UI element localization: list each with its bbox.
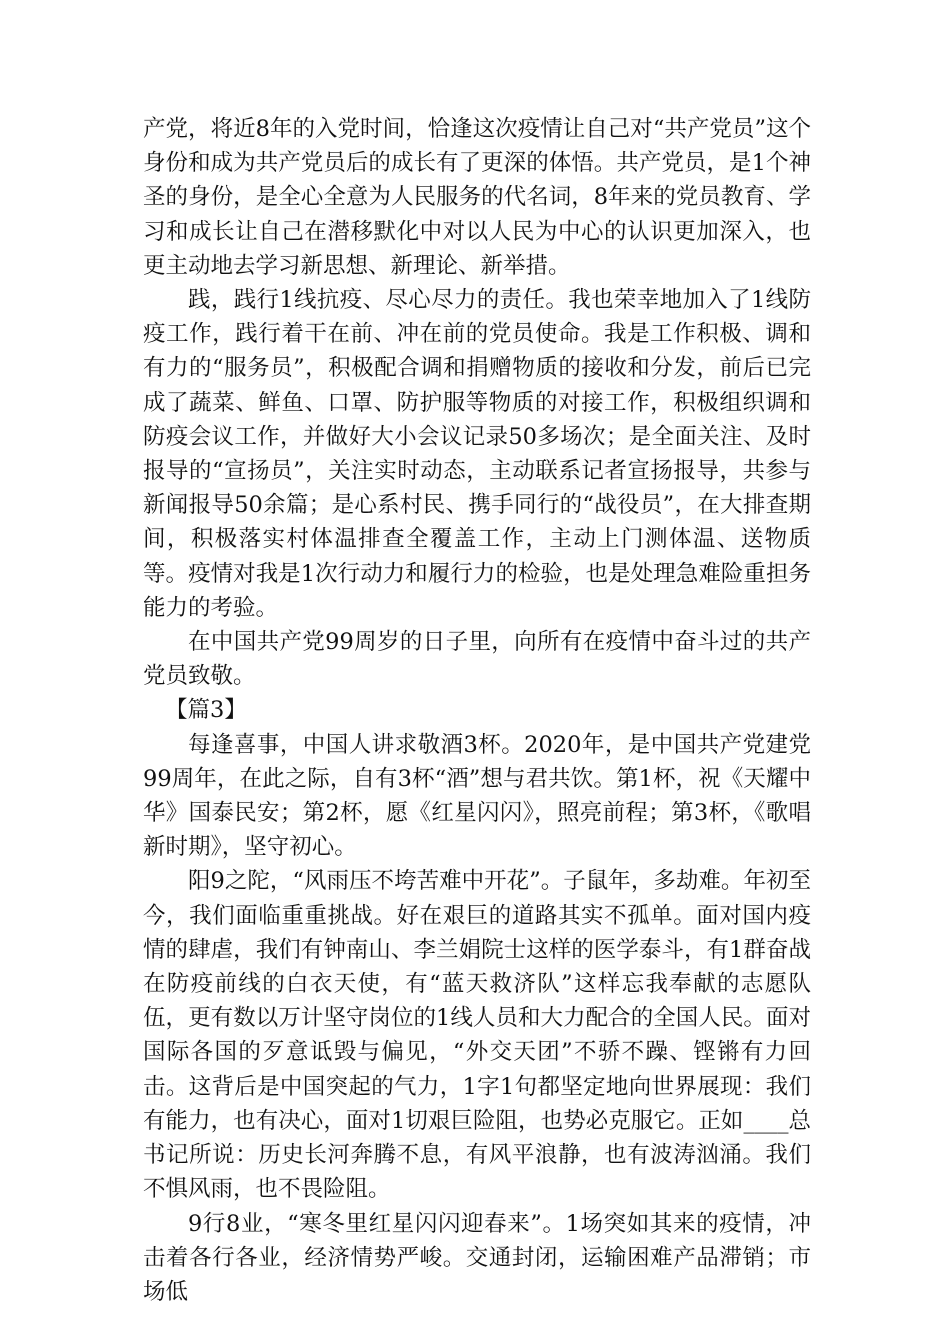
paragraph-challenges: 阳9之陀，“风雨压不垮苦难中开花”。子鼠年，多劫难。年初至今，我们面临重重挑战。好在艰巨的道路其实不孤单。面对国内疫情的肆虐，我们有钟南山、李兰娟院士这样的医学泰斗，有1群奋战在防疫前线的白衣天使，有“蓝天救济队”这样忘我奉献的志愿队伍，更有数以万计坚守岗位的1线人员和大力配合的全国人民。面对国际各国的歹意诋毁与偏见，“外交天团”不骄不躁、铿锵有力回击。这背后是中国突起的气力，1字1句都坚定地向世界展现：我们有能力，也有决心，面对1切艰巨险阻，也势必克服它。正如____总书记所说：历史长河奔腾不息，有风平浪静，也有波涛汹涌。我们不惧风雨，也不畏险阻。 <box>143 868 811 1203</box>
section-heading: 【篇3】 <box>165 697 247 724</box>
paragraph-industries: 9行8业，“寒冬里红星闪闪迎春来”。1场突如其来的疫情，冲击着各行各业，经济情势严峻。交通封闭，运输困难产品滞销；市场低 <box>143 1210 811 1305</box>
document-page <box>143 112 811 1309</box>
paragraph-practice: 践，践行1线抗疫、尽心尽力的责任。我也荣幸地加入了1线防疫工作，践行着干在前、冲在前的党员使命。我是工作积极、调和有力的“服务员”，积极配合调和捐赠物质的接收和分发，前后已完成了蔬菜、鲜鱼、口罩、防护服等物质的对接工作，积极组织调和防疫会议工作，并做好大小会议记录50多场次；是全面关注、及时报导的“宣扬员”，关注实时动态，主动联系记者宣扬报导，共参与新闻报导50余篇；是心系村民、携手同行的“战役员”，在大排查期间，积极落实村体温排查全覆盖工作，主动上门测体温、送物质等。疫情对我是1次行动力和履行力的检验，也是处理急难险重担务能力的考验。 <box>143 287 811 621</box>
paragraph-continued: 产党，将近8年的入党时间，恰逢这次疫情让自己对“共产党员”这个身份和成为共产党员后的成长有了更深的体悟。共产党员，是1个神圣的身份，是全心全意为人民服务的代名词，8年来的党员教育、学习和成长让自己在潜移默化中对以人民为中心的认识更加深入，也更主动地去学习新思想、新理论、新举措。 <box>143 116 811 279</box>
paragraph-toast: 每逢喜事，中国人讲求敬酒3杯。2020年，是中国共产党建党99周年，在此之际，自有3杯“酒”想与君共饮。第1杯，祝《天耀中华》国泰民安；第2杯，愿《红星闪闪》，照亮前程；第3杯，《歌唱新时期》，坚守初心。 <box>143 731 811 861</box>
paragraph-tribute: 在中国共产党99周岁的日子里，向所有在疫情中奋斗过的共产党员致敬。 <box>143 629 811 690</box>
